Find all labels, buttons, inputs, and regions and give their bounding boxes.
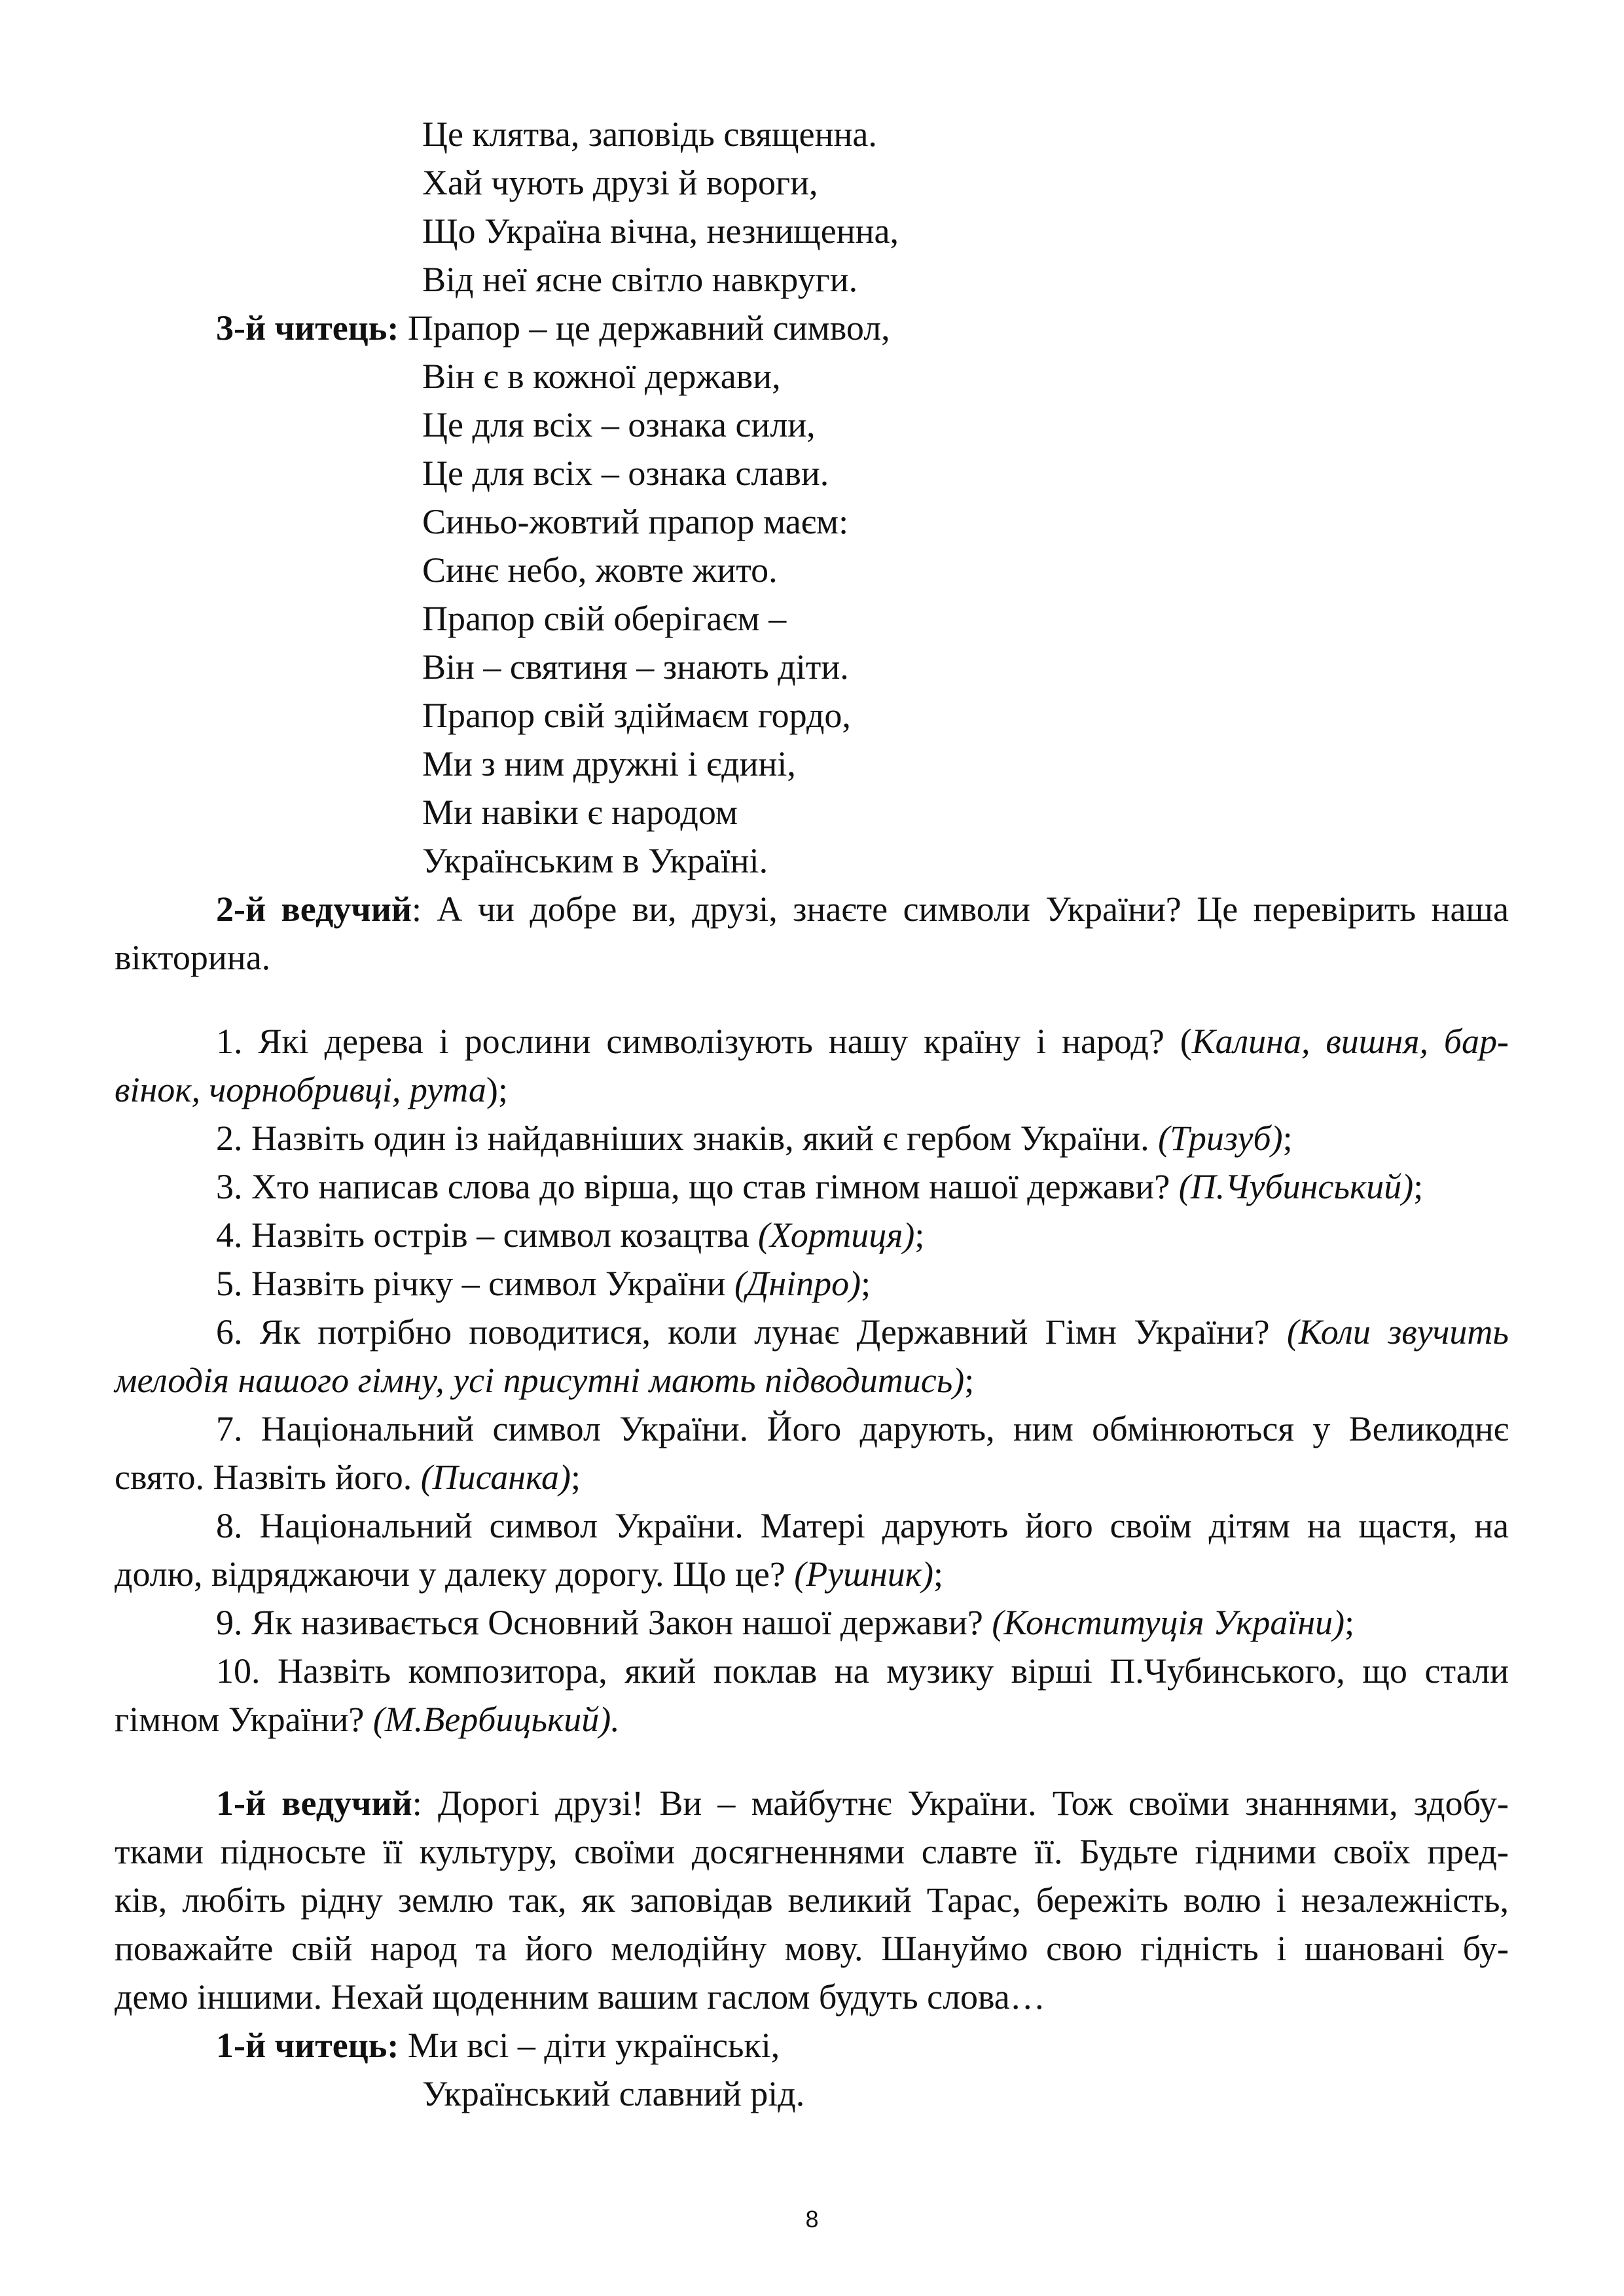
answer-text: (Конституція України) xyxy=(992,1603,1345,1642)
paragraph-line xyxy=(115,1356,1509,1405)
answer-text: вінок, чорнобривці, рута xyxy=(115,1070,486,1109)
question-text: 3. Хто написав слова до вірша, що став гімном нашої держави? xyxy=(216,1167,1179,1206)
quiz-item xyxy=(115,1211,1509,1259)
answer-text: мелодія нашого гімну, усі присутні мають підводитись) xyxy=(115,1361,965,1400)
page-content xyxy=(115,110,1509,2118)
paragraph-line: 10. Назвіть композитора, який поклав на музику вірші П.Чубинського, що стали xyxy=(216,1651,1509,1691)
question-text: гімном України? xyxy=(115,1700,373,1739)
reader-3-line xyxy=(115,304,1509,352)
verse-line: Хай чують друзі й вороги, xyxy=(422,163,818,202)
paragraph-text: : Дорогі друзі! Ви – майбутнє України. Тож своїми знаннями, здобу- xyxy=(412,1784,1509,1823)
verse-line: Синьо-жовтий прапор маєм: xyxy=(422,502,849,541)
verse-text: Прапор – це державний символ, xyxy=(399,308,890,348)
verse-line: Синє небо, жовте жито. xyxy=(422,550,778,590)
verse-line: Це для всіх – ознака сили, xyxy=(422,405,816,444)
verse-line: Ми з ним дружні і єдині, xyxy=(422,744,796,783)
paragraph-line: 8. Національний символ України. Матері дарують його своїм дітям на щастя, на xyxy=(216,1506,1509,1545)
paragraph-line: 7. Національний символ України. Його дарують, ним обмінюються у Великоднє xyxy=(216,1409,1509,1448)
quiz-item xyxy=(115,1114,1509,1162)
punctuation: ; xyxy=(964,1361,975,1400)
reader-3-block xyxy=(115,304,1509,885)
question-text: 6. Як потрібно поводитися, коли лунає Державний Гімн України? xyxy=(216,1312,1287,1352)
answer-text: (М.Вербицький). xyxy=(372,1700,620,1739)
verse-line: Він – святиня – знають діти. xyxy=(422,647,849,687)
verse-line: Від неї ясне світло навкруги. xyxy=(422,260,858,299)
answer-text: Калина, вишня, бар- xyxy=(1191,1022,1509,1061)
quiz-item xyxy=(115,1308,1509,1405)
punctuation: ; xyxy=(570,1458,581,1497)
question-text: 9. Як називається Основний Закон нашої держави? xyxy=(216,1603,992,1642)
page-number: 8 xyxy=(805,2206,819,2233)
paragraph-line: демо іншими. Нехай щоденним вашим гаслом будуть слова… xyxy=(115,1977,1045,2017)
quiz-item xyxy=(115,1501,1509,1598)
answer-text: (Дніпро) xyxy=(734,1264,861,1303)
quiz-item xyxy=(115,1405,1509,1501)
stanza-1 xyxy=(115,110,1509,304)
speaker-label: 3-й читець: xyxy=(216,308,399,348)
speaker-label: 1-й читець: xyxy=(216,2026,399,2065)
verse-line: Це для всіх – ознака слави. xyxy=(422,454,829,493)
punctuation: ; xyxy=(914,1215,925,1255)
paragraph-line xyxy=(115,1066,1509,1114)
answer-text: (Писанка) xyxy=(420,1458,571,1497)
paragraph-line xyxy=(115,1453,1509,1501)
paragraph-line xyxy=(115,1550,1509,1598)
punctuation: ; xyxy=(861,1264,871,1303)
question-text: 4. Назвіть острів – символ козацтва xyxy=(216,1215,759,1255)
spacer xyxy=(115,982,1509,1017)
punctuation: ); xyxy=(486,1070,508,1109)
verse-line: Що Україна вічна, незнищенна, xyxy=(422,211,899,251)
answer-text: (Тризуб) xyxy=(1158,1119,1283,1158)
paragraph-line xyxy=(115,1017,1509,1066)
host-1-block xyxy=(115,1779,1509,2021)
punctuation: ; xyxy=(1344,1603,1355,1642)
verse-text: Ми всі – діти українські, xyxy=(399,2026,780,2065)
answer-text: (П.Чубинський) xyxy=(1178,1167,1414,1206)
speaker-label: 1-й ведучий xyxy=(216,1784,412,1823)
quiz-item xyxy=(115,1017,1509,1114)
paragraph-line: вікторина. xyxy=(115,938,271,977)
quiz-item xyxy=(115,1259,1509,1308)
paragraph-line: поважайте свій народ та його мелодійну мову. Шануймо свою гідність і шановані бу- xyxy=(115,1929,1509,1968)
question-text: 2. Назвіть один із найдавніших знаків, який є гербом України. xyxy=(216,1119,1159,1158)
spacer xyxy=(115,1744,1509,1779)
verse-line: Українським в Україні. xyxy=(422,841,768,880)
answer-text: (Рушник) xyxy=(794,1554,934,1594)
question-text: 5. Назвіть річку – символ України xyxy=(216,1264,735,1303)
question-text: свято. Назвіть його. xyxy=(115,1458,421,1497)
quiz-list xyxy=(115,1017,1509,1744)
question-text: долю, відряджаючи у далеку дорогу. Що це? xyxy=(115,1554,795,1594)
reader-1-line xyxy=(115,2021,1509,2070)
answer-text: (Хортиця) xyxy=(758,1215,915,1255)
paragraph-line xyxy=(115,1308,1509,1356)
punctuation: ; xyxy=(1282,1119,1293,1158)
host-2-line xyxy=(115,885,1509,933)
quiz-item xyxy=(115,1598,1509,1647)
paragraph-line: ків, любіть рідну землю так, як заповідав великий Тарас, бережіть волю і незалежність, xyxy=(115,1880,1509,1920)
verse-line: Український славний рід. xyxy=(422,2074,805,2113)
answer-text: (Коли звучить xyxy=(1286,1312,1509,1352)
paragraph-line: тками підносьте її культуру, своїми досягненнями славте її. Будьте гідними своїх пред- xyxy=(115,1832,1509,1871)
punctuation: ; xyxy=(1413,1167,1424,1206)
question-text: 1. Які дерева і рослини символізують нашу країну і народ? ( xyxy=(216,1022,1192,1061)
verse-line: Ми навіки є народом xyxy=(422,793,738,832)
reader-1-block xyxy=(115,2021,1509,2118)
quiz-item xyxy=(115,1647,1509,1744)
verse-line: Це клятва, заповідь священна. xyxy=(422,115,877,154)
punctuation: ; xyxy=(933,1554,944,1594)
verse-line: Він є в кожної держави, xyxy=(422,357,781,396)
paragraph-text: : А чи добре ви, друзі, знаєте символи України? Це перевірить наша xyxy=(411,889,1509,929)
verse-line: Прапор свій здіймаєм гордо, xyxy=(422,696,851,735)
quiz-item xyxy=(115,1162,1509,1211)
host-1-line xyxy=(115,1779,1509,1827)
speaker-label: 2-й ведучий xyxy=(216,889,412,929)
host-2-block xyxy=(115,885,1509,982)
verse-line: Прапор свій оберігаєм – xyxy=(422,599,787,638)
paragraph-line xyxy=(115,1695,1509,1744)
